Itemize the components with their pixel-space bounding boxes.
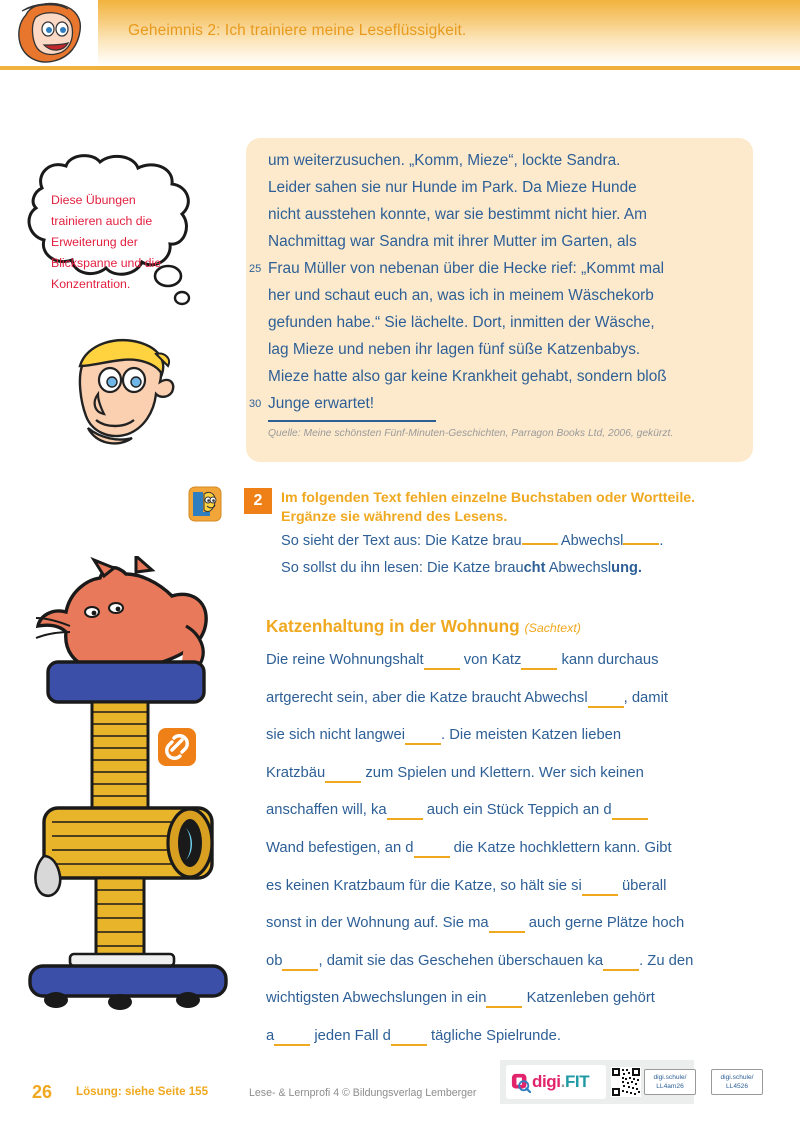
sachtext-title-row (266, 616, 581, 637)
cloze-blank[interactable] (391, 1028, 427, 1046)
example-read-label: So sollst du ihn lesen: Die Katze brau (281, 560, 524, 576)
sachtext-segment: , damit (623, 689, 669, 706)
solution-note: Lösung: siehe Seite 155 (76, 1085, 209, 1098)
tip-thought-bubble (18, 148, 233, 328)
girl-face-icon (8, 1, 94, 67)
cloze-blank[interactable] (489, 915, 525, 933)
sachtext-segment: Die reine Wohnungshalt (266, 652, 424, 668)
example-read-mid: Abwechsl (545, 560, 612, 576)
story-line-text: Nachmittag war Sandra mit ihrer Mutter im Garten, als (268, 233, 637, 250)
story-line (268, 314, 746, 332)
chain-link-glyph (158, 728, 196, 766)
sachtext-segment: sonst in der Wohnung auf. Sie ma (266, 915, 489, 932)
cloze-blank[interactable] (387, 802, 423, 820)
story-line (268, 152, 746, 170)
example-shown-end: . (659, 533, 664, 549)
example-answer-2: ung. (611, 560, 642, 576)
source-citation: Quelle: Meine schönsten Fünf-Minuten-Geschichten, Parragon Books Ltd, 2006, gekürzt. (268, 428, 674, 439)
sachtext-line (266, 953, 693, 971)
example-blank (522, 543, 558, 545)
sachtext-segment: auch gerne Plätze hoch (524, 915, 685, 932)
cloze-blank[interactable] (588, 690, 624, 708)
sachtext-segment: anschaffen will, ka (266, 802, 387, 819)
digifit-mark-icon (511, 1073, 531, 1093)
cloze-blank[interactable] (274, 1028, 310, 1046)
story-line-text: lag Mieze und neben ihr lagen fünf süße Katzenbabys. (268, 341, 641, 358)
sachtext-line (266, 840, 672, 858)
story-line-text: Junge erwartet! (268, 395, 375, 412)
story-line-text: Mieze hatte also gar keine Krankheit gehabt, sondern bloß (268, 368, 667, 385)
digifit-brand-fit: FIT (564, 1072, 590, 1091)
exercise-number-badge: 2 (244, 488, 272, 514)
qr-code-icon[interactable] (611, 1067, 641, 1097)
page-number: 26 (32, 1082, 53, 1102)
story-line (249, 395, 746, 413)
source-divider (268, 420, 436, 422)
story-line-text: um weiterzusuchen. „Komm, Mieze“, lockte Sandra. (268, 152, 621, 169)
cloze-blank[interactable] (325, 765, 361, 783)
cloze-blank[interactable] (521, 652, 557, 670)
story-line (268, 206, 746, 224)
example-blank (623, 543, 659, 545)
sachtext-segment: von Katz (459, 652, 522, 668)
sachtext-segment: artgerecht sein, aber die Katze braucht Abwechsl (266, 689, 588, 706)
story-line (268, 287, 746, 305)
sachtext-line (266, 802, 648, 820)
header-rule (0, 66, 800, 70)
sachtext-line (266, 878, 666, 896)
qr-label2-line2: LL4526 (725, 1083, 748, 1090)
sachtext-segment: kann durchaus (557, 652, 659, 668)
digifit-wordmark (532, 1072, 589, 1092)
sachtext-segment: wichtigsten Abwechslungen in ein (266, 990, 487, 1007)
story-line-text: her und schaut euch an, was ich in meinem Wäschekorb (268, 287, 654, 304)
story-line (268, 233, 746, 251)
example-answer-1: cht (523, 560, 546, 576)
story-line-text: Frau Müller von nebenan über die Hecke rief: „Kommt mal (268, 260, 665, 277)
cloze-blank[interactable] (424, 652, 460, 670)
sachtext-title: Katzenhaltung in der Wohnung (266, 616, 520, 636)
cloze-blank[interactable] (582, 878, 618, 896)
example-shown-line (281, 533, 663, 549)
sachtext-segment: tägliche Spielrunde. (426, 1028, 561, 1044)
story-line-text: gefunden habe.“ Sie lächelte. Dort, inmitten der Wäsche, (268, 314, 655, 331)
story-line-text: Leider sahen sie nur Hunde im Park. Da Mieze Hunde (268, 179, 637, 196)
story-line (249, 260, 746, 278)
sachtext-segment: sie sich nicht langwei (266, 727, 405, 744)
digifit-brand-digi: digi (532, 1072, 561, 1091)
story-line (268, 341, 746, 359)
sachtext-segment: Katzenleben gehört (522, 990, 655, 1007)
imprint-text: Lese- & Lernprofi 4 © Bildungsverlag Lemberger (249, 1087, 477, 1099)
chain-link-icon[interactable] (158, 728, 196, 766)
line-number: 25 (249, 263, 262, 275)
qr-label-primary (644, 1069, 696, 1095)
page-title: Geheimnis 2: Ich trainiere meine Leseflüssigkeit. (128, 22, 467, 39)
example-read-line (281, 560, 642, 576)
sachtext-segment: zum Spielen und Klettern. Wer sich keinen (361, 764, 644, 781)
story-line (268, 368, 746, 386)
tip-text: Diese Übungen trainieren auch die Erweiterung der Blickspanne und die Konzentration. (51, 193, 162, 291)
sachtext-segment: Wand befestigen, an d (266, 840, 414, 856)
book-character-icon (188, 486, 222, 522)
sachtext-line (266, 915, 684, 933)
qr-label-secondary (711, 1069, 763, 1095)
story-line-text: nicht ausstehen konnte, war sie bestimmt nicht hier. Am (268, 206, 647, 223)
cloze-blank[interactable] (486, 990, 522, 1008)
thinking-boy-head-icon (52, 332, 184, 450)
sachtext-segment: . Zu den (639, 952, 694, 969)
digifit-footer-box (500, 1060, 694, 1104)
qr-label-line2: LL4am26 (656, 1083, 684, 1090)
digifit-logo-tile (506, 1065, 606, 1099)
sachtext-line (266, 690, 668, 708)
sachtext-segment: a (266, 1028, 275, 1044)
sachtext-segment: ob (266, 952, 283, 969)
sachtext-line (266, 765, 644, 783)
cloze-blank[interactable] (612, 802, 648, 820)
sachtext-line (266, 727, 621, 745)
sachtext-segment: Kratzbäu (266, 764, 326, 781)
cat-on-scratching-post-illustration (8, 556, 248, 1026)
sachtext-line (266, 990, 655, 1008)
sachtext-line (266, 652, 659, 670)
sachtext-segment: auch ein Stück Teppich an d (422, 802, 612, 819)
sachtext-segment: überall (617, 877, 667, 894)
story-line (268, 179, 746, 197)
exercise-instruction: Im folgenden Text fehlen einzelne Buchstaben oder Wortteile. Ergänze sie während des Lesens. (281, 490, 696, 525)
sachtext-segment: . Die meisten Katzen lieben (441, 727, 622, 744)
sachtext-segment: die Katze hochklettern kann. Gibt (449, 840, 672, 856)
cloze-blank[interactable] (405, 727, 441, 745)
example-shown-label: So sieht der Text aus: Die Katze brau (281, 533, 522, 549)
sachtext-segment: jeden Fall d (310, 1028, 391, 1044)
cloze-blank[interactable] (282, 953, 318, 971)
cloze-blank[interactable] (603, 953, 639, 971)
sachtext-segment: , damit sie das Geschehen überschauen ka (318, 952, 604, 969)
cloze-blank[interactable] (414, 840, 450, 858)
story-text-box (246, 138, 753, 462)
qr-label2-line1: digi.schule/ (720, 1074, 754, 1081)
sachtext-kind: (Sachtext) (524, 621, 581, 635)
page-header (0, 0, 800, 74)
qr-label-line1: digi.schule/ (653, 1074, 687, 1081)
digifit-brand-dot: . (560, 1072, 565, 1091)
sachtext-segment: es keinen Kratzbaum für die Katze, so hält sie si (266, 877, 582, 894)
example-shown-mid: Abwechsl (557, 533, 624, 549)
sachtext-line (266, 1028, 561, 1046)
line-number: 30 (249, 398, 262, 410)
